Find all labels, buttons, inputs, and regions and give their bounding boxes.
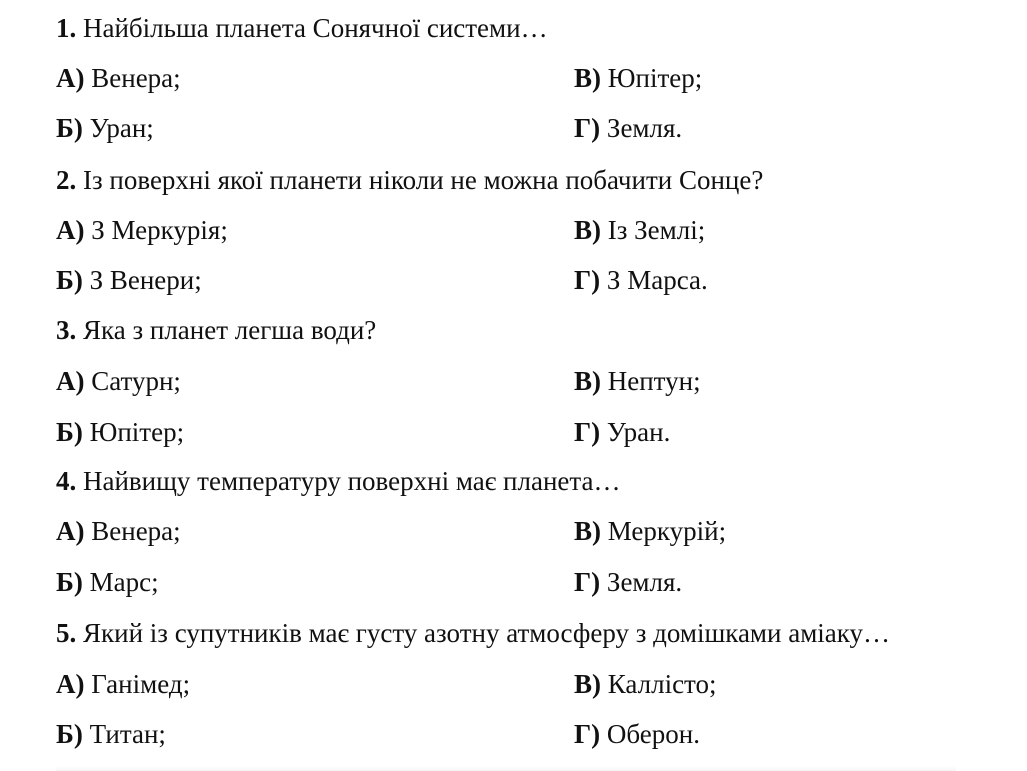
question-3 bbox=[56, 312, 376, 348]
q2-option-b bbox=[56, 262, 202, 298]
option-letter: А) bbox=[56, 215, 85, 245]
option-text: Уран. bbox=[606, 417, 671, 447]
option-text: Венера; bbox=[91, 63, 181, 93]
option-letter: Б) bbox=[56, 265, 83, 295]
question-text: Із поверхні якої планети ніколи не можна побачити Сонце? bbox=[83, 165, 764, 195]
question-text: Яка з планет легша води? bbox=[83, 315, 377, 345]
q2-option-v bbox=[574, 212, 705, 248]
question-text: Який із супутників має густу азотну атмосферу з домішками аміаку… bbox=[83, 618, 891, 648]
option-text: Меркурій; bbox=[607, 516, 727, 546]
option-letter: Г) bbox=[574, 567, 601, 597]
page-bottom-edge bbox=[56, 766, 956, 771]
question-number: 1. bbox=[56, 13, 77, 43]
q3-option-v bbox=[574, 363, 701, 399]
q5-option-g bbox=[574, 716, 700, 752]
option-text: Юпітер; bbox=[607, 63, 703, 93]
option-letter: Г) bbox=[574, 417, 601, 447]
q3-option-b bbox=[56, 414, 184, 450]
option-letter: А) bbox=[56, 366, 85, 396]
q5-option-b bbox=[56, 716, 166, 752]
q1-option-g bbox=[574, 110, 682, 146]
q3-option-g bbox=[574, 414, 670, 450]
q5-option-a bbox=[56, 666, 190, 702]
option-text: Із Землі; bbox=[607, 215, 706, 245]
option-letter: В) bbox=[574, 669, 601, 699]
option-letter: А) bbox=[56, 516, 85, 546]
option-text: Ганімед; bbox=[91, 669, 191, 699]
option-letter: Г) bbox=[574, 265, 601, 295]
question-number: 3. bbox=[56, 315, 77, 345]
question-1 bbox=[56, 10, 548, 46]
option-letter: В) bbox=[574, 215, 601, 245]
option-text: Земля. bbox=[606, 567, 683, 597]
option-text: Каллісто; bbox=[607, 669, 717, 699]
option-letter: Г) bbox=[574, 113, 601, 143]
question-5 bbox=[56, 615, 890, 651]
option-letter: Б) bbox=[56, 113, 83, 143]
q1-option-b bbox=[56, 110, 154, 146]
q3-option-a bbox=[56, 363, 181, 399]
question-number: 4. bbox=[56, 466, 77, 496]
question-4 bbox=[56, 463, 621, 499]
option-text: З Венери; bbox=[89, 265, 202, 295]
option-text: З Марса. bbox=[606, 265, 708, 295]
option-text: Юпітер; bbox=[89, 417, 185, 447]
q4-option-g bbox=[574, 564, 682, 600]
option-text: Нептун; bbox=[607, 366, 701, 396]
q2-option-g bbox=[574, 262, 708, 298]
option-letter: В) bbox=[574, 516, 601, 546]
q1-option-v bbox=[574, 60, 702, 96]
option-text: Сатурн; bbox=[91, 366, 181, 396]
option-text: З Меркурія; bbox=[91, 215, 228, 245]
q1-option-a bbox=[56, 60, 181, 96]
question-text: Найвищу температуру поверхні має планета… bbox=[83, 466, 621, 496]
option-letter: Г) bbox=[574, 719, 601, 749]
option-text: Марс; bbox=[89, 567, 159, 597]
q5-option-v bbox=[574, 666, 717, 702]
question-number: 5. bbox=[56, 618, 77, 648]
q4-option-a bbox=[56, 513, 181, 549]
option-letter: А) bbox=[56, 669, 85, 699]
option-letter: Б) bbox=[56, 417, 83, 447]
option-text: Земля. bbox=[606, 113, 683, 143]
q4-option-b bbox=[56, 564, 159, 600]
question-number: 2. bbox=[56, 165, 77, 195]
q2-option-a bbox=[56, 212, 228, 248]
option-text: Оберон. bbox=[606, 719, 700, 749]
question-text: Найбільша планета Сонячної системи… bbox=[83, 13, 548, 43]
option-text: Венера; bbox=[91, 516, 181, 546]
option-letter: А) bbox=[56, 63, 85, 93]
question-2 bbox=[56, 162, 763, 198]
option-letter: Б) bbox=[56, 567, 83, 597]
option-letter: Б) bbox=[56, 719, 83, 749]
q4-option-v bbox=[574, 513, 726, 549]
option-text: Титан; bbox=[89, 719, 166, 749]
option-letter: В) bbox=[574, 63, 601, 93]
option-text: Уран; bbox=[89, 113, 154, 143]
option-letter: В) bbox=[574, 366, 601, 396]
